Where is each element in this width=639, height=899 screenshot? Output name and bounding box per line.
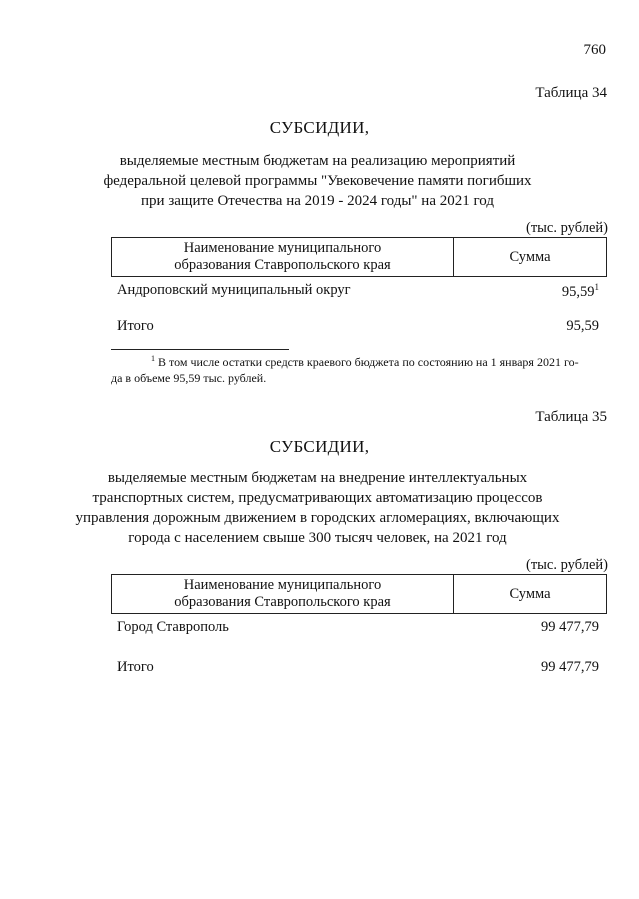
table-35-header	[111, 574, 607, 614]
subtitle-line: федеральной целевой программы "Увековечение памяти погибших	[103, 173, 532, 189]
header-name-line: Наименование муниципального	[183, 240, 382, 256]
footnote-line: да в объеме 95,59 тыс. рублей.	[111, 371, 267, 385]
header-name-column	[112, 238, 454, 276]
table-34-unit: (тыс. рублей)	[526, 220, 608, 236]
header-name-line: образования Ставропольского края	[174, 594, 391, 610]
footnote-text: В том числе остатки средств краевого бюджета по состоянию на 1 января 2021 го-	[155, 355, 579, 369]
table-row	[117, 619, 599, 636]
footnote-divider	[111, 349, 289, 350]
footnote-line	[111, 351, 611, 370]
row-name: Андроповский муниципальный округ	[117, 282, 351, 298]
footnote-mark: 1	[594, 282, 599, 292]
page-number: 760	[583, 42, 606, 58]
row-amount: 99 477,79	[541, 619, 599, 635]
subtitle-line: выделяемые местным бюджетам на реализацию мероприятий	[119, 153, 516, 169]
subtitle-line: управления дорожным движением в городских агломерациях, включающих	[75, 510, 560, 526]
row-amount: 95,59	[561, 283, 595, 300]
table-total-row	[117, 659, 599, 676]
subtitle-line: при защите Отечества на 2019 - 2024 годы" на 2021 год	[141, 193, 494, 209]
header-name-line: Наименование муниципального	[183, 577, 382, 593]
header-sum-column: Сумма	[509, 248, 551, 265]
header-sum-column: Сумма	[509, 585, 551, 602]
footnote-mark: 1	[151, 354, 155, 363]
table-34-subtitle	[60, 151, 575, 211]
total-label: Итого	[117, 659, 154, 675]
total-amount: 99 477,79	[541, 659, 599, 675]
subtitle-line: транспортных систем, предусматривающих автоматизацию процессов	[92, 490, 543, 506]
table-35-subtitle	[55, 468, 580, 548]
header-name-line: образования Ставропольского края	[174, 257, 391, 273]
total-amount: 95,59	[566, 318, 599, 334]
table-35-unit: (тыс. рублей)	[526, 557, 608, 573]
row-amount-cell	[562, 282, 599, 301]
table-35-label: Таблица 35	[535, 409, 607, 425]
table-35-title: СУБСИДИИ,	[269, 437, 370, 456]
footnote	[111, 351, 611, 386]
subtitle-line: выделяемые местным бюджетам на внедрение интеллектуальных	[107, 470, 528, 486]
subtitle-line: города с населением свыше 300 тысяч человек, на 2021 год	[128, 530, 507, 546]
table-total-row	[117, 318, 599, 335]
table-34-title: СУБСИДИИ,	[269, 118, 370, 137]
table-34-header	[111, 237, 607, 277]
table-row	[117, 282, 599, 301]
row-name: Город Ставрополь	[117, 619, 229, 635]
total-label: Итого	[117, 318, 154, 334]
header-name-column	[112, 575, 454, 613]
table-34-label: Таблица 34	[535, 85, 607, 101]
